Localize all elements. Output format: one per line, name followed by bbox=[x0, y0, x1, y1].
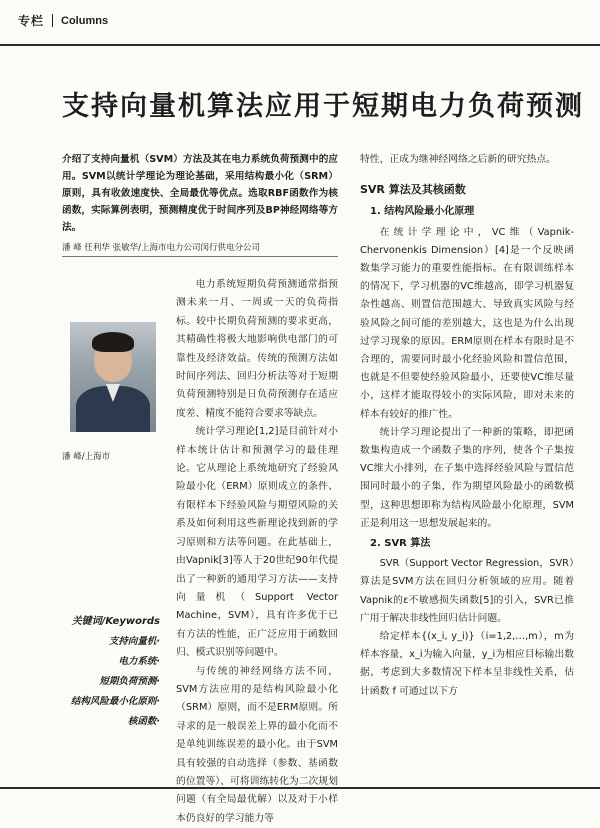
paragraph: 与传统的神经网络方法不同，SVM方法应用的是结构风险最小化（SRM）原则，而不是ERM原则。所寻求的是一般误差上界的最小化而不是单纯训练误差的最小化。由于SVM具有较强的自动选择（参数、基函数的位置等）、可将训练转化为二次规划问题（有全局最优解）以及对于小样本仍良好的学习能力等 bbox=[176, 665, 338, 824]
paragraph: 统计学习理论提出了一种新的策略，即把函数集构造成一个函数子集的序列，使各个子集按VC维大小排列，在子集中选择经验风险与置信范围同时最小的子集，作为期望风险最小的函数模型，这种思想即称为结构风险最小化原理，SVM正是利用这一思想发展起来的。 bbox=[360, 426, 574, 529]
section-label-en: Columns bbox=[61, 14, 109, 27]
keyword-item: 核函数· bbox=[127, 716, 160, 727]
paragraph: SVR（Support Vector Regression，SVR）算法是SVM方法在回归分析领域的应用。随着Vapnik的ε不敏感损失函数[5]的引入，SVR已推广用于解决非线性回归估计问题。 bbox=[360, 558, 574, 624]
keyword-item: 短期负荷预测· bbox=[99, 676, 160, 687]
byline: 潘 峰 任利华 张敏华/上海市电力公司闵行供电分公司 bbox=[62, 243, 260, 253]
footer-rule bbox=[0, 787, 600, 789]
keywords-list bbox=[40, 632, 160, 732]
paragraph: 电力系统短期负荷预测通常指预测未来一月、一周或一天的负荷指标。较中长期负荷预测的要求更高，其精确性将极大地影响供电部门的可靠性及经济效益。传统的预测方法如时间序列法、回归分析法等对于短期负荷预测特别是日负荷预测存在适应度差、精度不能符合要求等缺点。 bbox=[176, 279, 338, 419]
keyword-item: 电力系统· bbox=[118, 656, 160, 667]
column-header bbox=[18, 12, 108, 29]
paragraph: 统计学习理论[1,2]是目前针对小样本统计估计和预测学习的最佳理论。它从理论上系统地研究了经验风险最小化（ERM）原则成立的条件、有限样本下经验风险与期望风险的关系及如何利用这些新理论找到新的学习原则和方法等问题。在此基础上，由Vapnik[3]等人于20世纪90年代提出了一种新的通用学习方法——支持向量机（Support Vector Machine，SVM），具有许多优于已有方法的性能，正广泛应用于函数回归、模式识别等问题中。 bbox=[176, 426, 338, 659]
author-photo bbox=[70, 322, 156, 432]
byline-divider bbox=[62, 256, 338, 257]
body-column-middle bbox=[176, 276, 338, 828]
photo-hair bbox=[92, 332, 134, 352]
article-title: 支持向量机算法应用于短期电力负荷预测 bbox=[62, 91, 584, 122]
abstract: 介绍了支持向量机（SVM）方法及其在电力系统负荷预测中的应用。SVM以统计学理论为理论基础，采用结构最小化（SRM）原则，具有收敛速度快、全局最优等优点。选取RBF函数作为核函数，实际算例表明，预测精度优于时间序列及BP神经网络等方法。 bbox=[62, 154, 338, 233]
header-rule bbox=[0, 44, 600, 46]
keyword-item: 支持向量机· bbox=[108, 636, 160, 647]
keywords-title: 关键词/Keywords bbox=[71, 616, 160, 627]
subsection-heading: 2. SVR 算法 bbox=[370, 538, 431, 550]
paragraph: 给定样本{(x_i, y_i)}（i=1,2,…,m），m为样本容量，x_i为输入向量，y_i为相应目标输出数据，考虑到大多数情况下样本呈非线性关系，估计函数 f 可通过以下方 bbox=[360, 631, 574, 697]
body-column-right bbox=[360, 151, 574, 701]
subsection-heading: 1. 结构风险最小化原理 bbox=[370, 206, 475, 218]
header-divider bbox=[52, 14, 53, 27]
paragraph: 在统计学理论中，VC维（Vapnik-Chervonenkis Dimension）[4]是一个反映函数集学习能力的重要性能指标。在有限训练样本的情况下，学习机器的VC维越高，即学习机器复杂性越高、则置信范围越大、导致真实风险与经验风险之间可能的差别越大，这也是为什么出现过学习现象的原因。ERM原则在样本有限时是不合理的，需要同时最小化经验风险和置信范围，也就是不但要使经验风险最小，还要使VC维尽量小，这样才能取得较小的实际风险，即对未来的样本有较好的推广性。 bbox=[360, 226, 574, 420]
keyword-item: 结构风险最小化原则· bbox=[70, 696, 160, 707]
section-label-cn: 专栏 bbox=[18, 14, 45, 28]
section-heading: SVR 算法及其核函数 bbox=[360, 183, 466, 197]
paragraph-continued: 特性，正成为继神经网络之后新的研究热点。 bbox=[360, 154, 556, 165]
photo-caption: 潘 峰/上海市 bbox=[62, 452, 111, 462]
